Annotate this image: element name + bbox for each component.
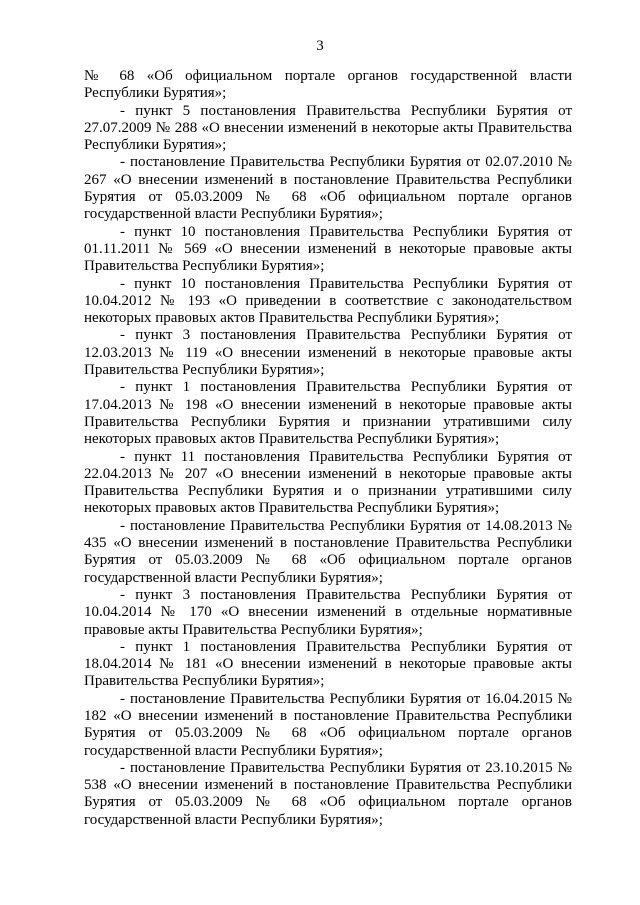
paragraph-8: - пункт 11 постановления Правительства Республики Бурятия от 22.04.2013 № 207 «О внесении изменений в некоторые правовые акты Правительства Республики Бурятия и о признании утратившими силу некоторых правовых актов Правительства Республики Бурятия»; (84, 448, 572, 517)
paragraph-5: - пункт 10 постановления Правительства Республики Бурятия от 10.04.2012 № 193 «О приведении в соответствие с законодательством некоторых правовых актов Правительства Республики Бурятия»; (84, 275, 572, 327)
paragraph-10: - пункт 3 постановления Правительства Республики Бурятия от 10.04.2014 № 170 «О внесении изменений в отдельные нормативные правовые акты Правительства Республики Бурятия»; (84, 586, 572, 638)
paragraph-11: - пункт 1 постановления Правительства Республики Бурятия от 18.04.2014 № 181 «О внесении изменений в некоторые правовые акты Правительства Республики Бурятия»; (84, 638, 572, 690)
paragraph-12: - постановление Правительства Республики Бурятия от 16.04.2015 № 182 «О внесении изменений в постановление Правительства Республики Бурятия от 05.03.2009 № 68 «Об официальном портале органов государственной власти Республики Бурятия»; (84, 690, 572, 759)
paragraph-9: - постановление Правительства Республики Бурятия от 14.08.2013 № 435 «О внесении изменений в постановление Правительства Республики Бурятия от 05.03.2009 № 68 «Об официальном портале органов государственной власти Республики Бурятия»; (84, 517, 572, 586)
page-number: 3 (316, 38, 324, 54)
paragraph-2: - пункт 5 постановления Правительства Республики Бурятия от 27.07.2009 № 288 «О внесении изменений в некоторые акты Правительства Республики Бурятия»; (84, 102, 572, 154)
paragraph-7: - пункт 1 постановления Правительства Республики Бурятия от 17.04.2013 № 198 «О внесении изменений в некоторые правовые акты Правительства Республики Бурятия и признании утратившими силу некоторых правовых актов Правительства Республики Бурятия»; (84, 379, 572, 448)
paragraph-6: - пункт 3 постановления Правительства Республики Бурятия от 12.03.2013 № 119 «О внесении изменений в некоторые правовые акты Правительства Республики Бурятия»; (84, 327, 572, 379)
paragraph-13: - постановление Правительства Республики Бурятия от 23.10.2015 № 538 «О внесении изменений в постановление Правительства Республики Бурятия от 05.03.2009 № 68 «Об официальном портале органов государственной власти Республики Бурятия»; (84, 759, 572, 828)
paragraph-4: - пункт 10 постановления Правительства Республики Бурятия от 01.11.2011 № 569 «О внесении изменений в некоторые правовые акты Правительства Республики Бурятия»; (84, 223, 572, 275)
paragraph-1: № 68 «Об официальном портале органов государственной власти Республики Бурятия»; (84, 68, 572, 102)
paragraph-3: - постановление Правительства Республики Бурятия от 02.07.2010 № 267 «О внесении изменений в постановление Правительства Республики Бурятия от 05.03.2009 № 68 «Об официальном портале органов государственной власти Республики Бурятия»; (84, 154, 572, 223)
document-body (84, 68, 572, 829)
